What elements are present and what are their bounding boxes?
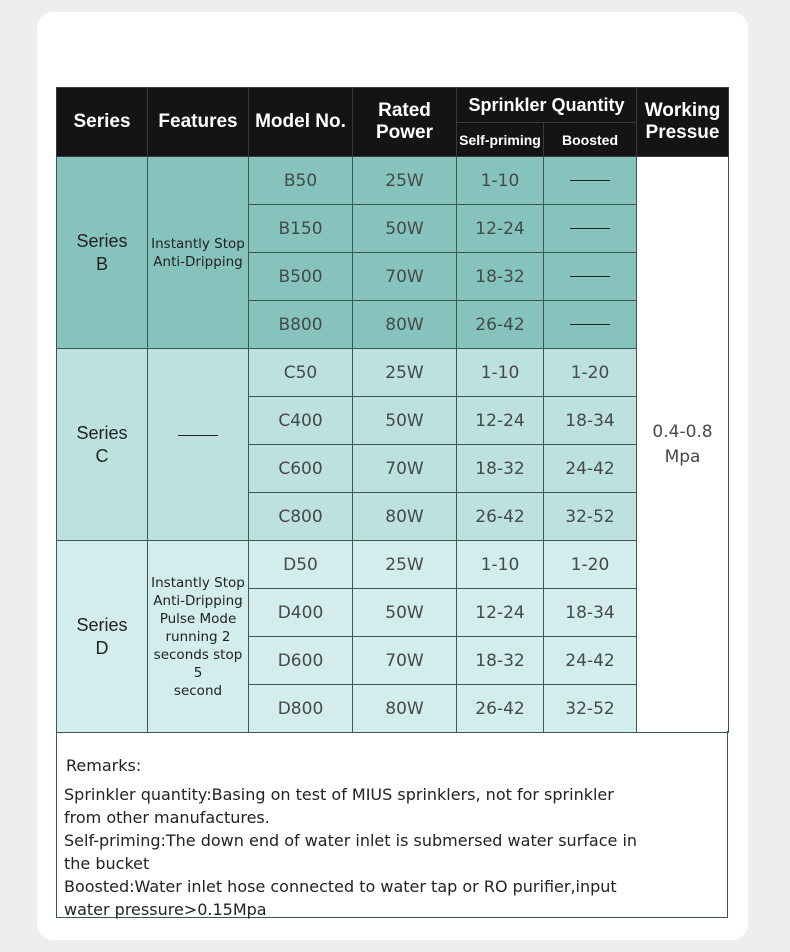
boosted-cell: 32-52 <box>544 493 637 541</box>
self-priming-cell: 1-10 <box>457 157 544 205</box>
not-applicable-dash <box>570 324 610 325</box>
remark-sprinkler-quantity: Sprinkler quantity:Basing on test of MIUS sprinklers, not for sprinkler from other manufactures. <box>64 785 614 827</box>
feature-line: Instantly Stop <box>151 235 245 252</box>
header-pressure-line1: Working <box>644 100 721 121</box>
feature-line: Anti-Dripping <box>153 592 243 609</box>
feature-line: seconds stop 5 <box>153 646 243 681</box>
power-cell: 50W <box>353 589 457 637</box>
header-sprinkler-quantity: Sprinkler Quantity <box>457 88 637 123</box>
power-cell: 70W <box>353 637 457 685</box>
power-cell: 50W <box>353 397 457 445</box>
power-cell: 25W <box>353 541 457 589</box>
series-letter: C <box>95 445 109 466</box>
model-cell: B150 <box>249 205 353 253</box>
model-cell: C400 <box>249 397 353 445</box>
features-none-dash <box>178 435 218 454</box>
header-series: Series <box>57 88 148 157</box>
header-rated-power <box>353 88 457 157</box>
model-cell: B50 <box>249 157 353 205</box>
header-power-line2: Power <box>375 122 434 143</box>
feature-line: running 2 <box>165 628 231 645</box>
not-applicable-dash <box>570 180 610 181</box>
self-priming-cell: 18-32 <box>457 637 544 685</box>
power-cell: 25W <box>353 157 457 205</box>
model-cell: C800 <box>249 493 353 541</box>
feature-line: Instantly Stop <box>151 574 245 591</box>
boosted-cell <box>544 205 637 253</box>
features-cell <box>148 157 249 349</box>
remark-boosted: Boosted:Water inlet hose connected to water tap or RO purifier,input water pressure>0.15Mpa <box>64 877 617 919</box>
series-letter: D <box>95 637 109 658</box>
remarks-title: Remarks: <box>66 756 142 775</box>
boosted-cell: 1-20 <box>544 541 637 589</box>
model-cell: B800 <box>249 301 353 349</box>
features-cell <box>148 541 249 733</box>
self-priming-cell: 26-42 <box>457 301 544 349</box>
header-self-priming: Self-priming <box>457 123 544 157</box>
header-pressure-line2: Pressue <box>645 122 720 143</box>
power-cell: 70W <box>353 253 457 301</box>
series-cell <box>57 349 148 541</box>
self-priming-cell: 26-42 <box>457 493 544 541</box>
model-cell: B500 <box>249 253 353 301</box>
model-cell: C600 <box>249 445 353 493</box>
series-label: Series <box>76 614 128 635</box>
boosted-cell <box>544 253 637 301</box>
self-priming-cell: 18-32 <box>457 445 544 493</box>
boosted-cell <box>544 301 637 349</box>
model-cell: D800 <box>249 685 353 733</box>
power-cell: 25W <box>353 349 457 397</box>
table-row <box>57 541 729 589</box>
self-priming-cell: 12-24 <box>457 589 544 637</box>
header-power-line1: Rated <box>378 100 431 121</box>
power-cell: 80W <box>353 685 457 733</box>
header-working-pressure <box>637 88 729 157</box>
feature-line: Anti-Dripping <box>153 253 243 270</box>
spec-table <box>56 87 729 733</box>
model-cell: C50 <box>249 349 353 397</box>
model-cell: D400 <box>249 589 353 637</box>
boosted-cell: 1-20 <box>544 349 637 397</box>
self-priming-cell: 12-24 <box>457 205 544 253</box>
self-priming-cell: 1-10 <box>457 349 544 397</box>
boosted-cell: 18-34 <box>544 589 637 637</box>
not-applicable-dash <box>570 276 610 277</box>
model-cell: D50 <box>249 541 353 589</box>
power-cell: 80W <box>353 301 457 349</box>
boosted-cell: 18-34 <box>544 397 637 445</box>
boosted-cell: 32-52 <box>544 685 637 733</box>
table-row <box>57 157 729 205</box>
power-cell: 50W <box>353 205 457 253</box>
self-priming-cell: 18-32 <box>457 253 544 301</box>
working-pressure-cell <box>637 157 729 733</box>
boosted-cell <box>544 157 637 205</box>
header-boosted: Boosted <box>544 123 637 157</box>
series-cell <box>57 541 148 733</box>
header-features: Features <box>148 88 249 157</box>
pressure-unit: Mpa <box>664 446 701 467</box>
series-cell <box>57 157 148 349</box>
header-model: Model No. <box>249 88 353 157</box>
remarks-box <box>56 731 728 918</box>
remarks-body <box>64 783 654 921</box>
series-label: Series <box>76 230 128 251</box>
self-priming-cell: 26-42 <box>457 685 544 733</box>
boosted-cell: 24-42 <box>544 637 637 685</box>
power-cell: 70W <box>353 445 457 493</box>
self-priming-cell: 12-24 <box>457 397 544 445</box>
series-letter: B <box>95 253 108 274</box>
not-applicable-dash <box>570 228 610 229</box>
remark-self-priming: Self-priming:The down end of water inlet is submersed water surface in the bucket <box>64 831 638 873</box>
feature-line: Pulse Mode <box>159 610 237 627</box>
pressure-range: 0.4-0.8 <box>652 421 713 442</box>
boosted-cell: 24-42 <box>544 445 637 493</box>
feature-line: second <box>173 682 223 699</box>
self-priming-cell: 1-10 <box>457 541 544 589</box>
table-row <box>57 349 729 397</box>
power-cell: 80W <box>353 493 457 541</box>
table-body <box>57 157 729 733</box>
series-label: Series <box>76 422 128 443</box>
model-cell: D600 <box>249 637 353 685</box>
features-cell <box>148 349 249 541</box>
